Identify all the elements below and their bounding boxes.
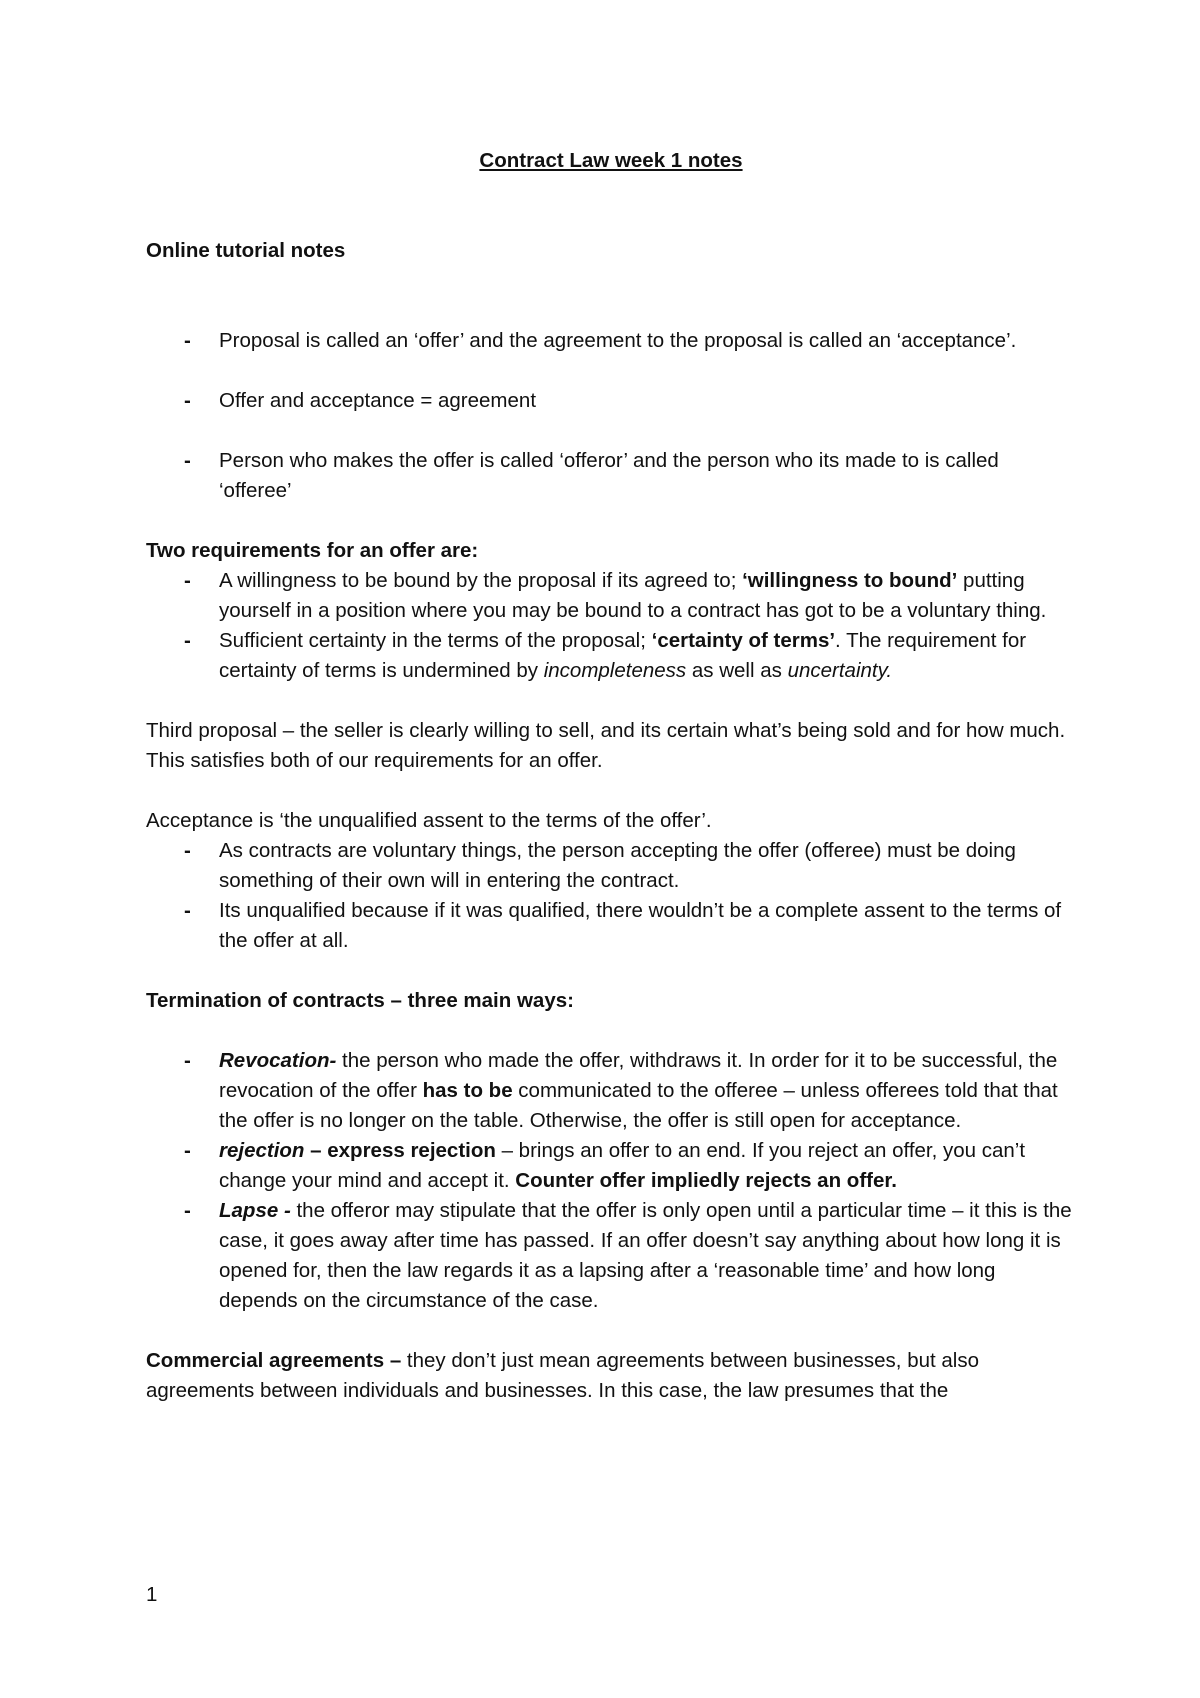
text-run: the person who made the offer, withdraws it. In order for it to be successful, the revocation of the offer <box>219 1049 1058 1102</box>
document-body <box>146 146 1076 1406</box>
list-item <box>146 626 1076 686</box>
online-notes-list <box>146 446 1076 506</box>
requirements-list <box>146 566 1076 686</box>
text-run: . The requirement for certainty of terms is undermined by <box>219 629 1027 682</box>
emphasis: Counter offer impliedly rejects an offer. <box>515 1169 897 1192</box>
italic-term: incompleteness <box>543 659 687 682</box>
third-proposal-paragraph: Third proposal – the seller is clearly willing to sell, and its certain what’s being sold and for how much. This satisfies both of our requirements for an offer. <box>146 719 1066 772</box>
acceptance-intro: Acceptance is ‘the unqualified assent to the terms of the offer’. <box>146 809 712 832</box>
key-term: ‘certainty of terms’ <box>651 629 836 652</box>
text-run: putting yourself in a position where you may be bound to a contract has got to be a voluntary thing. <box>219 569 1047 622</box>
online-notes-list <box>146 326 1076 356</box>
text-run: Sufficient certainty in the terms of the proposal; <box>219 629 652 652</box>
online-tutorial-heading: Online tutorial notes <box>146 239 346 262</box>
list-item: - Offer and acceptance = agreement <box>146 386 1076 416</box>
text-run: the offeror may stipulate that the offer is only open until a particular time – it this is the case, it goes away after time has passed. If an offer doesn’t say anything about how long it is opened for, then the law regards it as a lapsing after a ‘reasonable time’ and how long depends on the circumstance of the case. <box>219 1199 1072 1312</box>
termination-heading: Termination of contracts – three main ways: <box>146 989 574 1012</box>
key-term: Commercial agreements – <box>146 1349 402 1372</box>
document-title: Contract Law week 1 notes <box>479 149 743 172</box>
list-item-rejection <box>146 1136 1076 1196</box>
list-item: - Person who makes the offer is called ‘offeror’ and the person who its made to is called ‘offeree’ <box>146 446 1076 506</box>
text-run: as well as <box>686 659 788 682</box>
list-item: - As contracts are voluntary things, the person accepting the offer (offeree) must be doing something of their own will in entering the contract. <box>146 836 1076 896</box>
list-item <box>146 566 1076 626</box>
key-term: rejection <box>219 1139 305 1162</box>
acceptance-list <box>146 836 1076 956</box>
text-run: A willingness to be bound by the proposal if its agreed to; <box>219 569 743 592</box>
text-run: communicated to the offeree – unless offerees told that that the offer is no longer on the table. Otherwise, the offer is still open for acceptance. <box>219 1079 1058 1132</box>
online-notes-list <box>146 386 1076 416</box>
page-number: 1 <box>146 1583 158 1606</box>
key-term: Lapse - <box>219 1199 291 1222</box>
commercial-agreements-paragraph <box>146 1346 1076 1406</box>
list-item-lapse <box>146 1196 1076 1316</box>
key-term: Revocation- <box>219 1049 337 1072</box>
termination-list <box>146 1046 1076 1316</box>
list-item: - Proposal is called an ‘offer’ and the agreement to the proposal is called an ‘acceptance’. <box>146 326 1076 356</box>
emphasis: has to be <box>422 1079 513 1102</box>
emphasis: – express rejection <box>304 1139 496 1162</box>
text-run: they don’t just mean agreements between businesses, but also agreements between individuals and businesses. In this case, the law presumes that the <box>146 1349 979 1402</box>
text-run: – brings an offer to an end. If you reject an offer, you can’t change your mind and accept it. <box>219 1139 1026 1192</box>
requirements-heading: Two requirements for an offer are: <box>146 539 479 562</box>
list-item: - Its unqualified because if it was qualified, there wouldn’t be a complete assent to the terms of the offer at all. <box>146 896 1076 956</box>
list-item-revocation <box>146 1046 1076 1136</box>
italic-term: uncertainty. <box>787 659 893 682</box>
key-term: ‘willingness to bound’ <box>742 569 958 592</box>
